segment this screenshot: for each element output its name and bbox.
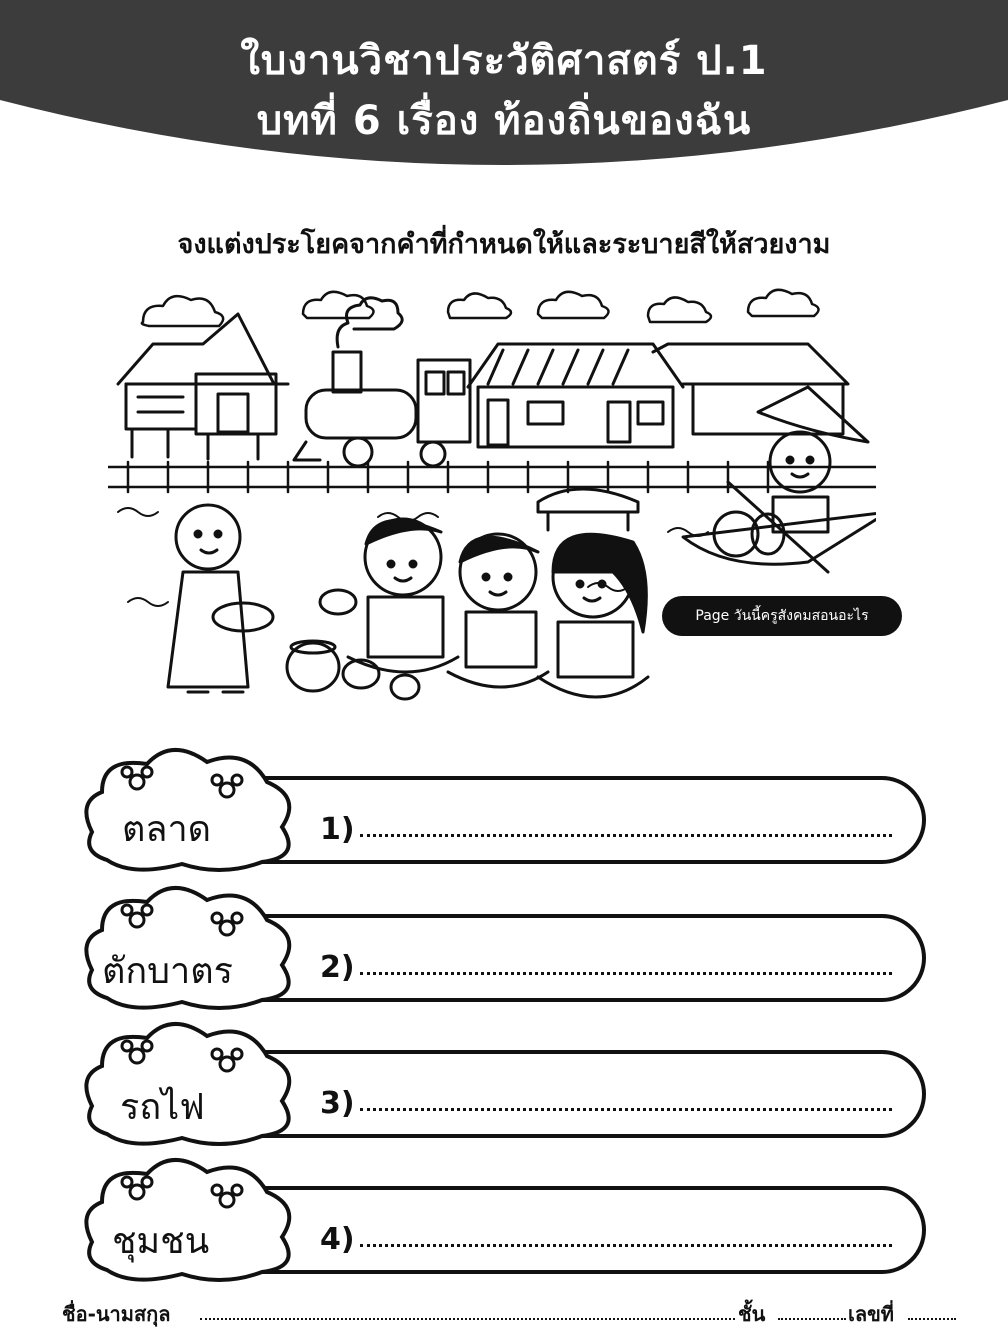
vocab-word: ตักบาตร: [102, 951, 233, 992]
class-field[interactable]: [778, 1318, 846, 1320]
steam-train: [294, 298, 470, 466]
answer-line[interactable]: [360, 972, 892, 975]
row-number: 4): [320, 1222, 355, 1257]
vocab-word: รถไฟ: [120, 1087, 205, 1128]
thai-house: [118, 314, 288, 459]
row-number: 3): [320, 1086, 355, 1121]
answer-line[interactable]: [360, 1244, 892, 1247]
child-left: [320, 519, 458, 672]
row-number: 2): [320, 950, 355, 985]
sentence-row-1: [72, 742, 942, 892]
answer-line[interactable]: [360, 1108, 892, 1111]
header-banner: [0, 0, 1008, 178]
name-field[interactable]: [200, 1318, 735, 1320]
instruction-text: จงแต่งประโยคจากคำที่กำหนดให้และระบายสีให้สวยงาม: [177, 229, 831, 260]
coloring-illustration: [108, 272, 876, 722]
bench: [538, 489, 638, 530]
page-watermark-badge: Page วันนี้ครูสังคมสอนอะไร: [662, 596, 902, 636]
child-middle: [448, 534, 548, 687]
clouds: [142, 290, 819, 326]
number-label: เลขที่: [848, 1302, 894, 1326]
vocab-word: ชุมชน: [112, 1221, 210, 1262]
number-field[interactable]: [908, 1318, 956, 1320]
sentence-row-2: [72, 880, 942, 1030]
child-right: [538, 534, 648, 697]
vocab-word: ตลาด: [122, 809, 212, 850]
class-label: ชั้น: [738, 1302, 766, 1326]
sentence-row-3: [72, 1016, 942, 1166]
boat-vendor: [683, 387, 876, 572]
railway-track: [108, 462, 876, 492]
worksheet-subtitle: บทที่ 6 เรื่อง ท้องถิ่นของฉัน: [256, 98, 752, 144]
pots: [287, 641, 419, 699]
monk: [168, 505, 273, 692]
worksheet-title: ใบงานวิชาประวัติศาสตร์ ป.1: [240, 38, 768, 84]
name-label: ชื่อ-นามสกุล: [62, 1302, 171, 1326]
sentence-row-4: [72, 1152, 942, 1302]
student-info-footer: [62, 1298, 962, 1330]
row-number: 1): [320, 812, 355, 847]
answer-line[interactable]: [360, 834, 892, 837]
